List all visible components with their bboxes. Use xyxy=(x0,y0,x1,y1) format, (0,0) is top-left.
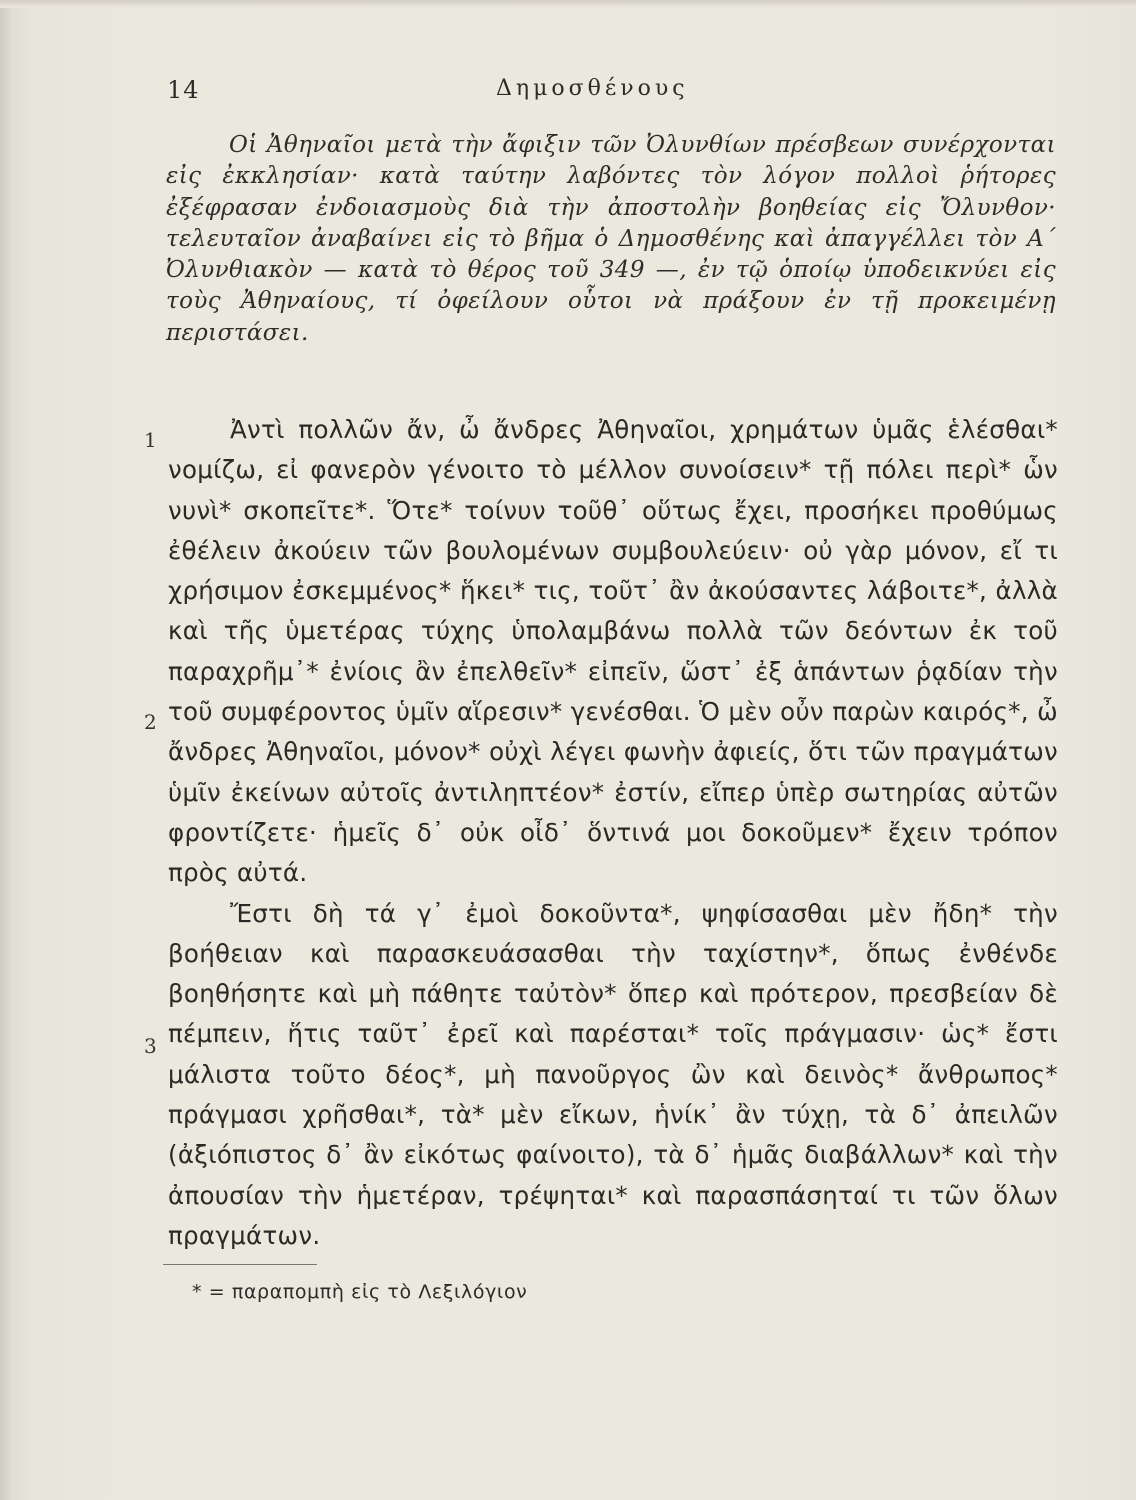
paragraph: Ἔστι δὴ τά γ᾽ ἐμοὶ δοκοῦντα*, ψηφίσασθαι μὲν ἤδη* τὴν βοήθειαν καὶ παρασκευάσασθαι τὴν ταχίστην*, ὅπως ἐνθένδε βοηθήσητε καὶ μὴ πάθητε ταὐτὸν* ὅπερ καὶ πρότερον, πρεσβείαν δὲ πέμπειν, ἥτις ταῦτ᾽ ἐρεῖ καὶ παρέσται* τοῖς πράγμασιν· ὡς* ἔστι μάλιστα τοῦτο δέος*, μὴ πανοῦργος ὢν καὶ δεινὸς* ἄνθρωπος* πράγμασι χρῆσθαι*, τὰ* μὲν εἴκων, ἡνίκ᾽ ἂν τύχῃ, τὰ δ᾽ ἀπειλῶν (ἀξιόπιστος δ᾽ ἂν εἰκότως φαίνοιτο), τὰ δ᾽ ἡμᾶς διαβάλλων* καὶ τὴν ἀπουσίαν τὴν ἡμετέραν, τρέψηται* καὶ παρασπάσηταί τι τῶν ὅλων πραγμάτων. xyxy=(168,898,1058,1250)
section-number-2: 2 xyxy=(144,710,157,734)
main-text xyxy=(168,410,1058,1256)
section-number-1: 1 xyxy=(144,428,157,452)
paragraph: Ἀντὶ πολλῶν ἄν, ὦ ἄνδρες Ἀθηναῖοι, χρημάτων ὑμᾶς ἑλέσθαι* νομίζω, εἰ φανερὸν γένοιτο τὸ μέλλον συνοίσειν* τῇ πόλει περὶ* ὧν νυνὶ* σκοπεῖτε*. Ὅτε* τοίνυν τοῦθ᾽ οὕτως ἔχει, προσήκει προθύμως ἐθέλειν ἀκούειν τῶν βουλομένων συμβουλεύειν· οὐ γὰρ μόνον, εἴ τι χρήσιμον ἐσκεμμένος* ἥκει* τις, τοῦτ᾽ ἂν ἀκούσαντες λάβοιτε*, ἀλλὰ καὶ τῆς ὑμετέρας τύχης ὑπολαμβάνω πολλὰ τῶν δεόντων ἐκ τοῦ παραχρῆμ᾽* ἐνίοις ἂν ἐπελθεῖν* εἰπεῖν, ὥστ᾽ ἐξ ἁπάντων ῥᾳδίαν τὴν τοῦ συμφέροντος ὑμῖν αἵρεσιν* γενέσθαι. Ὁ μὲν οὖν παρὼν καιρός*, ὦ ἄνδρες Ἀθηναῖοι, μόνον* οὐχὶ λέγει φωνὴν ἀφιείς, ὅτι τῶν πραγμάτων ὑμῖν ἐκείνων αὐτοῖς ἀντιληπτέον* ἐστίν, εἴπερ ὑπὲρ σωτηρίας αὐτῶν φροντίζετε· ἡμεῖς δ᾽ οὐκ οἶδ᾽ ὅντινά μοι δοκοῦμεν* ἔχειν τρόπον πρὸς αὐτά. xyxy=(168,415,1058,888)
running-title: Δημοσθένους xyxy=(496,76,689,101)
page-top-edge xyxy=(0,0,1136,8)
page-edge-shadow xyxy=(0,0,14,1500)
footnote: * = παραπομπὴ εἰς τὸ Λεξιλόγιον xyxy=(192,1281,528,1303)
section-number-3: 3 xyxy=(144,1034,157,1058)
intro-paragraph: Οἱ Ἀθηναῖοι μετὰ τὴν ἄφιξιν τῶν Ὀλυνθίων πρέσβεων συνέρχονται εἰς ἐκκλησίαν· κατὰ ταύτην λαβόντες τὸν λόγον πολλοὶ ῥήτορες ἐξέφρασαν ἐνδοιασμοὺς διὰ τὴν ἀποστολὴν βοηθείας εἰς Ὄλυνθον· τελευταῖον ἀναβαίνει εἰς τὸ βῆμα ὁ Δημοσθένης καὶ ἀπαγγέλλει τὸν Α΄ Ὀλυνθιακὸν — κατὰ τὸ θέρος τοῦ 349 —, ἐν τῷ ὁποίῳ ὑποδεικνύει εἰς τοὺς Ἀθηναίους, τί ὀφείλουν οὗτοι νὰ πράξουν ἐν τῇ προκειμένῃ περιστάσει. xyxy=(166,132,1056,346)
page-number: 14 xyxy=(167,76,200,104)
footnote-rule xyxy=(163,1264,317,1265)
